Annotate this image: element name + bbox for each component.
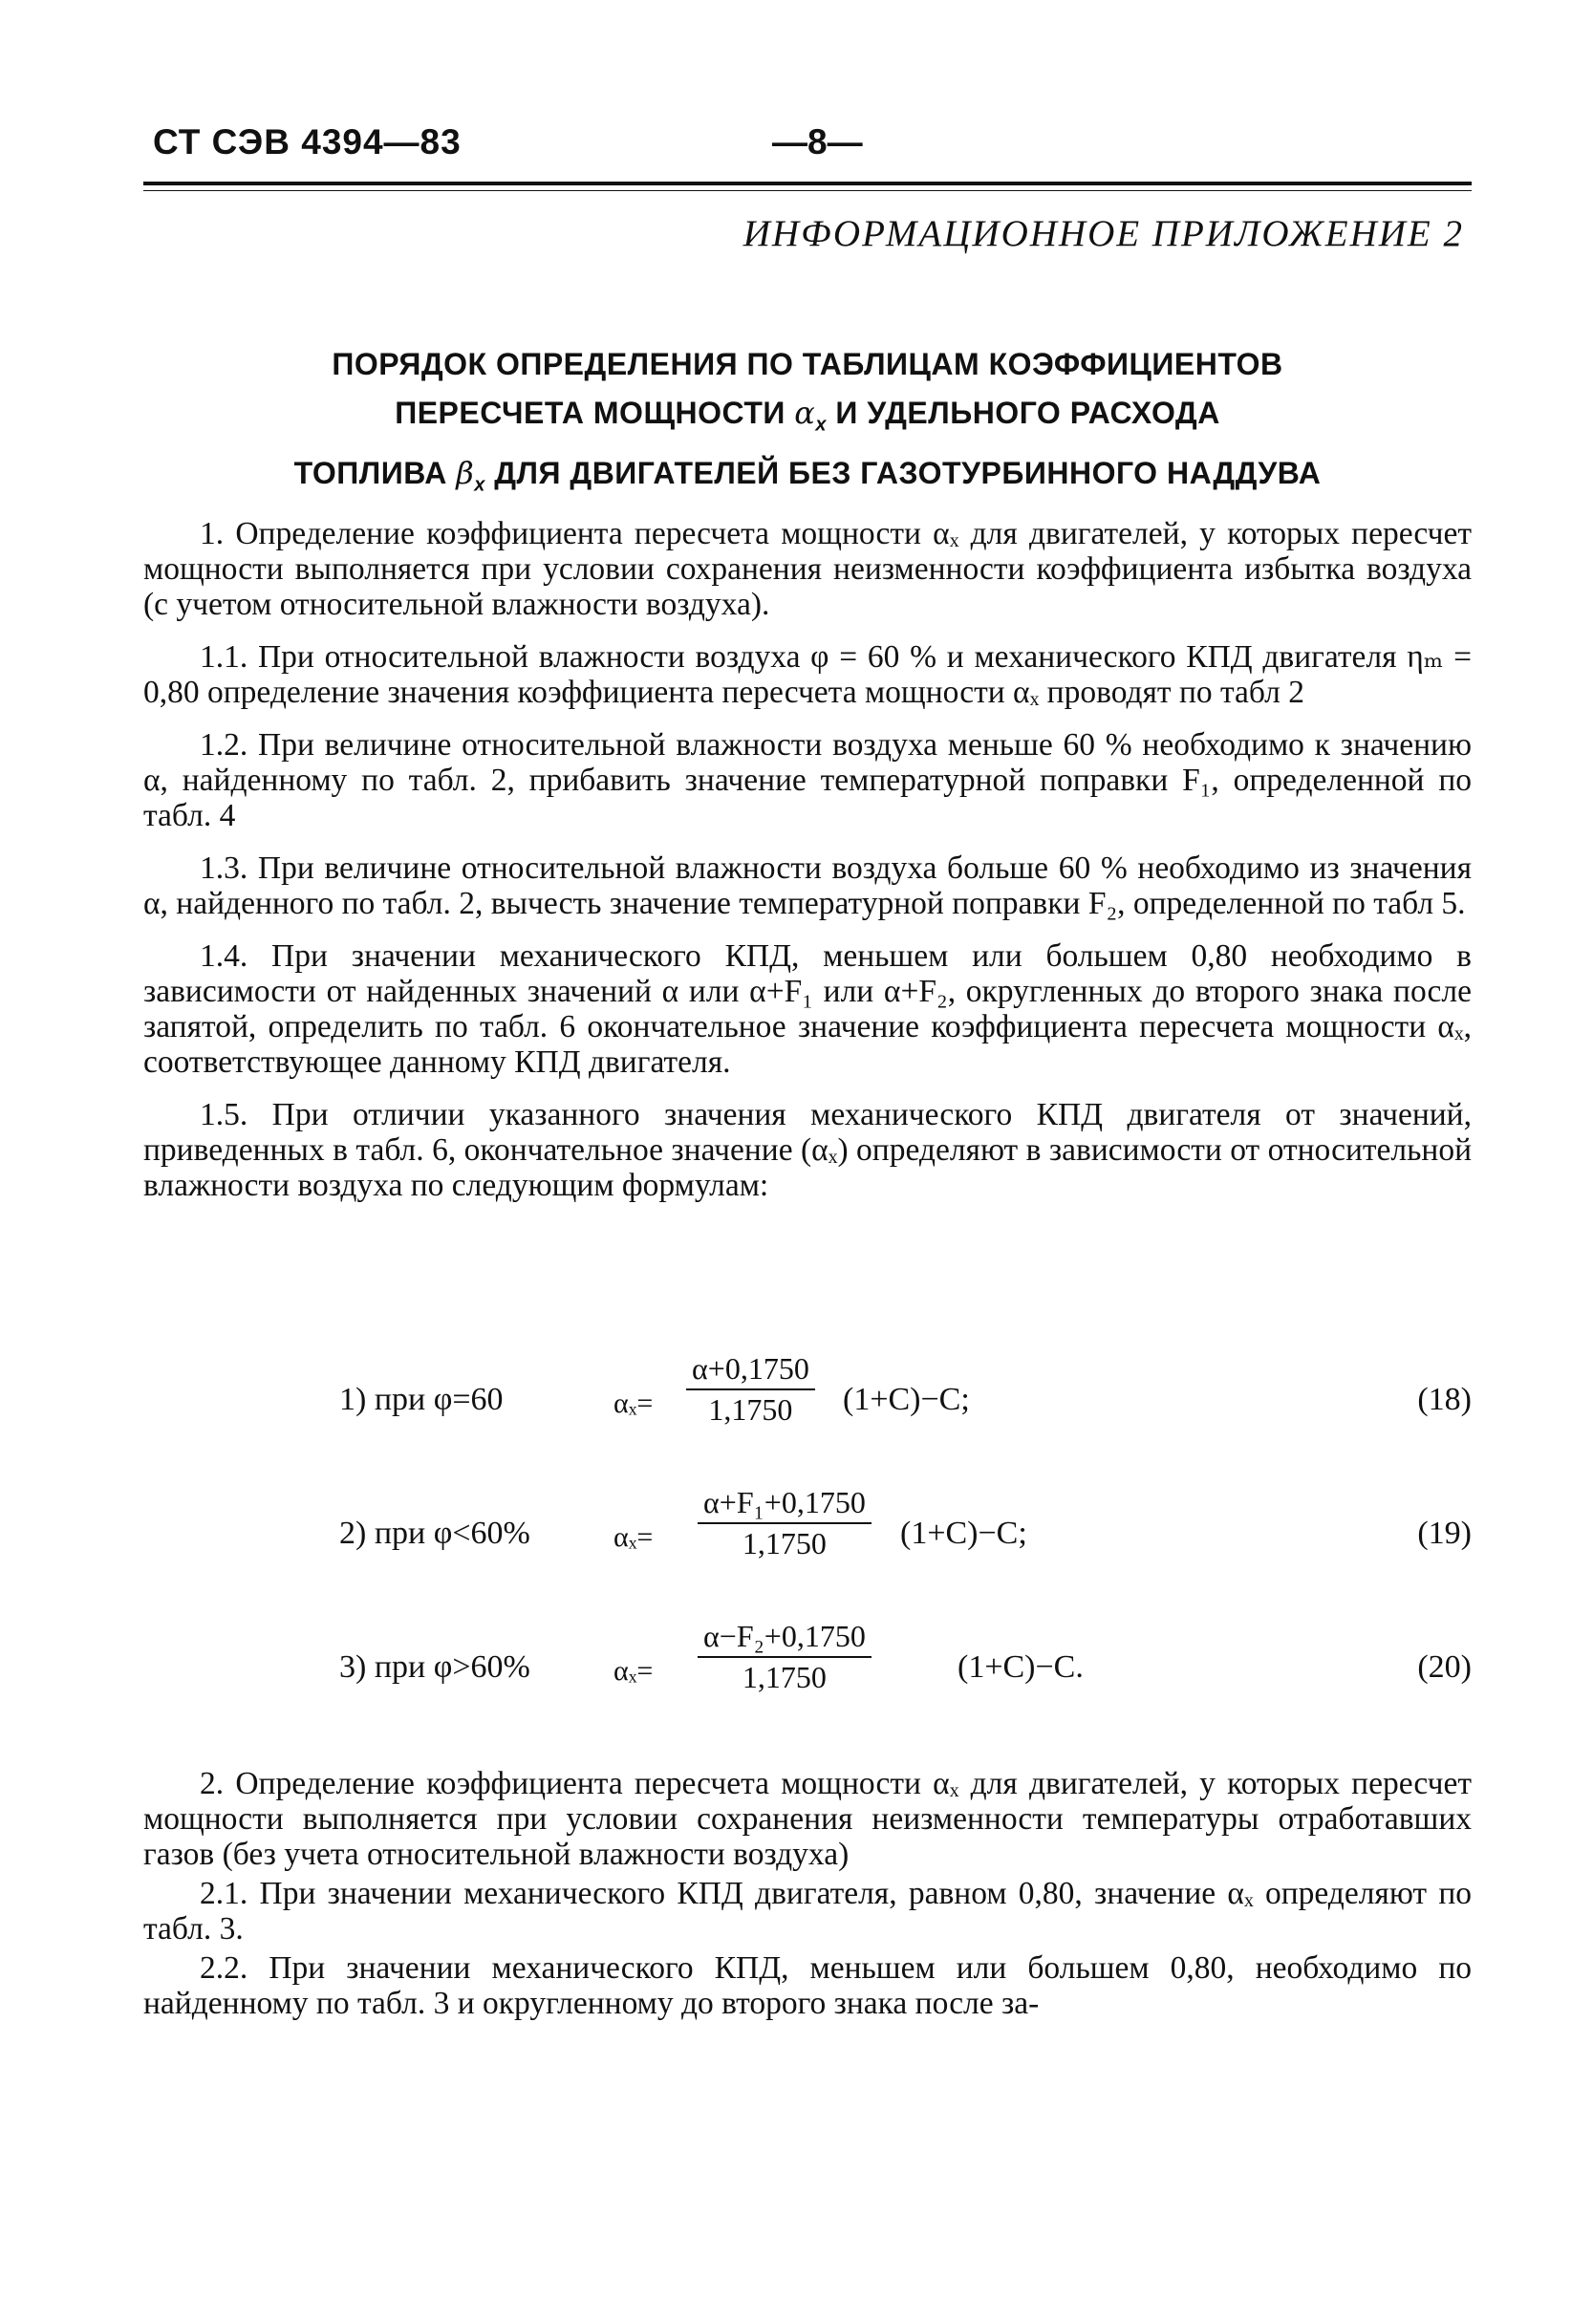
formula-tail: (1+C)−C; — [900, 1516, 1027, 1551]
paragraph-2: 2. Определение коэффициента пересчета мощности αₓ для двигателей, у которых пересчет мощности выполняется при условии сохранения неизменности температуры отработавших газов (без учета относительной влажности воздуха) — [143, 1766, 1472, 1872]
beta-symbol: β — [456, 455, 475, 492]
title-line-3-a: ТОПЛИВА — [293, 456, 447, 491]
title-line-3-b: ДЛЯ ДВИГАТЕЛЕЙ БЕЗ ГАЗОТУРБИННОГО НАДДУВА — [494, 456, 1322, 491]
formula-block — [143, 1342, 1472, 1743]
formula-number: (18) — [1417, 1382, 1472, 1417]
beta-subscript: x — [474, 474, 485, 496]
page-number: —8— — [772, 122, 863, 161]
formula-lhs: αₓ= — [613, 1521, 654, 1553]
formula-numerator: α+F₁+0,1750 — [698, 1485, 872, 1524]
formula-number: (19) — [1417, 1516, 1472, 1551]
formula-numerator: α+0,1750 — [686, 1351, 815, 1390]
paragraph-1-1: 1.1. При относительной влажности воздуха φ = 60 % и механического КПД двигателя ηₘ = 0,80 определение значения коэффициента пересчета мощности αₓ проводят по табл 2 — [143, 639, 1472, 710]
formula-lhs: αₓ= — [613, 1655, 654, 1687]
title-line-2-a: ПЕРЕСЧЕТА МОЩНОСТИ — [395, 396, 786, 430]
formula-tail: (1+C)−C. — [958, 1649, 1084, 1685]
appendix-label: ИНФОРМАЦИОННОЕ ПРИЛОЖЕНИЕ 2 — [742, 213, 1464, 254]
title-line-2 — [143, 389, 1472, 449]
formula-numerator: α−F₂+0,1750 — [698, 1619, 872, 1658]
body-text-part-2 — [143, 1766, 1472, 2025]
alpha-subscript: x — [815, 414, 828, 436]
formula-20 — [143, 1609, 1472, 1743]
paragraph-2-2: 2.2. При значении механического КПД, меньшем или большем 0,80, необходимо по найденному по табл. 3 и округленному до второго знака после за- — [143, 1950, 1472, 2021]
header-rule — [143, 182, 1472, 185]
formula-condition: 3) при φ>60% — [339, 1649, 530, 1685]
paragraph-1-3: 1.3. При величине относительной влажности воздуха больше 60 % необходимо из значения α, найденного по табл. 2, вычесть значение температурной поправки F₂, определенной по табл 5. — [143, 850, 1472, 921]
formula-19 — [143, 1475, 1472, 1609]
formula-denominator: 1,1750 — [708, 1392, 793, 1427]
formula-denominator: 1,1750 — [742, 1660, 827, 1694]
formula-fraction — [686, 1351, 815, 1428]
formula-18 — [143, 1342, 1472, 1475]
alpha-symbol: α — [794, 395, 816, 431]
body-text-part-1 — [143, 516, 1472, 1203]
standard-code: СТ СЭВ 4394—83 — [153, 122, 462, 161]
paragraph-1-2: 1.2. При величине относительной влажности воздуха меньше 60 % необходимо к значению α, найденному по табл. 2, прибавить значение температурной поправки F₁, определенной по табл. 4 — [143, 727, 1472, 833]
paragraph-1-5: 1.5. При отличии указанного значения механического КПД двигателя от значений, приведенных в табл. 6, окончательное значение (αₓ) определяют в зависимости от относительной влажности воздуха по следующим формулам: — [143, 1097, 1472, 1203]
paragraph-1: 1. Определение коэффициента пересчета мощности αₓ для двигателей, у которых пересчет мощности выполняется при условии сохранения неизменности коэффициента избытка воздуха (с учетом относительной влажности воздуха). — [143, 516, 1472, 622]
title-line-3 — [143, 449, 1472, 509]
formula-number: (20) — [1417, 1649, 1472, 1685]
paragraph-2-1: 2.1. При значении механического КПД двигателя, равном 0,80, значение αₓ определяют по табл. 3. — [143, 1876, 1472, 1947]
formula-fraction — [698, 1485, 872, 1561]
title-line-2-b: И УДЕЛЬНОГО РАСХОДА — [835, 396, 1220, 430]
formula-condition: 1) при φ=60 — [339, 1382, 504, 1417]
paragraph-1-4: 1.4. При значении механического КПД, меньшем или большем 0,80 необходимо в зависимости от найденных значений α или α+F₁ или α+F₂, округленных до второго знака после запятой, определить по табл. 6 окончательное значение коэффициента пересчета мощности αₓ, соответствующее данному КПД двигателя. — [143, 938, 1472, 1080]
section-title — [143, 340, 1472, 510]
header-rule-thin — [143, 190, 1472, 191]
formula-condition: 2) при φ<60% — [339, 1516, 530, 1551]
formula-fraction — [698, 1619, 872, 1695]
formula-tail: (1+C)−C; — [843, 1382, 970, 1417]
formula-denominator: 1,1750 — [742, 1526, 827, 1560]
title-line-1: ПОРЯДОК ОПРЕДЕЛЕНИЯ ПО ТАБЛИЦАМ КОЭФФИЦИЕНТОВ — [332, 347, 1283, 381]
formula-lhs: αₓ= — [613, 1388, 654, 1419]
